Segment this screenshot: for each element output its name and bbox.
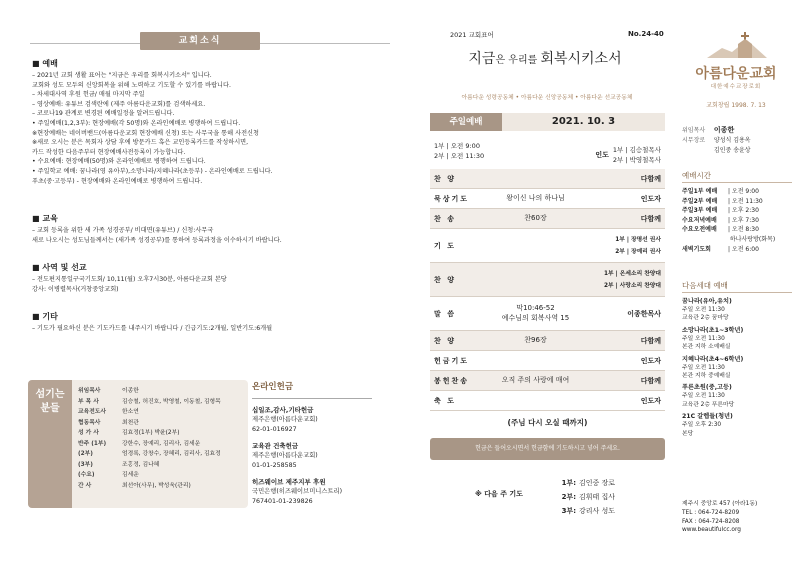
service-person-line: 다함께 bbox=[640, 174, 661, 183]
staff-role: 성 가 사 bbox=[78, 430, 99, 436]
next-gen-line: 주일 오후 2:30 bbox=[682, 422, 722, 429]
service-time: | 오후 2:30 bbox=[728, 207, 759, 215]
service-content bbox=[476, 214, 595, 224]
service-item: 찬 양 bbox=[434, 336, 456, 345]
staff-role: 위임목사 bbox=[78, 388, 101, 394]
next-gen-item bbox=[682, 326, 797, 352]
service-person bbox=[595, 356, 661, 366]
staff-side-label bbox=[28, 380, 72, 508]
section-etc bbox=[32, 311, 402, 334]
service-row bbox=[430, 331, 665, 351]
offering-item-line: 767401-01-239826 bbox=[252, 497, 313, 505]
offering-title: 온라인헌금 bbox=[252, 382, 294, 392]
staff-side-label-2: 분들 bbox=[40, 403, 60, 414]
phone: TEL : 064-724-8209 bbox=[682, 509, 740, 516]
staff-names: 김효정(1부) 박윤(2부) bbox=[122, 430, 180, 436]
service-row bbox=[430, 169, 665, 189]
next-gen-line: 주일 오전 11:30 bbox=[682, 307, 725, 313]
service-time: | 오전 6:00 bbox=[728, 245, 759, 253]
leader-block bbox=[595, 141, 661, 169]
next-gen-list bbox=[682, 297, 797, 441]
offering-item-title: 십일조,감사,기타헌금 bbox=[252, 406, 314, 414]
staff-names: 엄경록, 강창수, 장혜리, 김리사, 김효정 bbox=[122, 451, 221, 457]
offering-item-title: 교육관 건축헌금 bbox=[252, 442, 299, 450]
section-line: • 주일예배(1,2,3부): 현장예배(각 50명)와 온라인예배로 병행하여 드립니다. bbox=[32, 119, 241, 127]
service-row bbox=[430, 391, 665, 411]
online-offering bbox=[252, 380, 372, 540]
offering-notice: 헌금은 들어오시면서 헌금함에 기도하시고 넣어 주세요. bbox=[430, 438, 665, 460]
service-person bbox=[595, 214, 661, 224]
staff-names: 김세운 bbox=[122, 472, 139, 478]
staff-role: (수요) bbox=[78, 472, 95, 478]
year-motto-label: 2021 교회표어 bbox=[450, 31, 494, 39]
service-row bbox=[430, 263, 665, 297]
section-lines bbox=[32, 324, 402, 334]
website-link[interactable]: www.beautifulcc.org bbox=[682, 527, 741, 534]
next-gen-item bbox=[682, 383, 797, 409]
staff-role: 교육전도사 bbox=[78, 409, 106, 415]
fax: FAX : 064-724-8208 bbox=[682, 518, 740, 525]
service-person-line: 인도자 bbox=[640, 356, 661, 365]
service-content bbox=[476, 336, 595, 346]
service-person-line: 1부 | 온세소리 찬양대 bbox=[603, 270, 661, 277]
next-gen-title: 꿈나라(유아,유치) bbox=[682, 298, 732, 305]
offering-item bbox=[252, 441, 372, 470]
next-week-service: 1부: bbox=[561, 479, 576, 487]
next-week-service: 2부: bbox=[561, 493, 576, 501]
service-time-block bbox=[434, 141, 484, 169]
service-content-line: 찬96장 bbox=[524, 335, 547, 344]
service-time-row bbox=[682, 225, 797, 235]
service-times-list bbox=[682, 187, 797, 254]
service-time-row bbox=[682, 216, 797, 226]
service-time: 하나사랑방(화목) bbox=[728, 235, 776, 243]
next-gen-title: 푸른초원(중,고등) bbox=[682, 384, 732, 392]
founded-date: 교회창립 1998. 7. 13 bbox=[706, 102, 766, 109]
service-row bbox=[430, 351, 665, 371]
divider bbox=[682, 292, 792, 293]
offering-item bbox=[252, 405, 372, 434]
staff-row bbox=[78, 407, 221, 418]
next-gen-line: 교육관 2층 꿈마당 bbox=[682, 315, 729, 322]
service-name: 수요저녁예배 bbox=[682, 216, 717, 224]
offering-item-line: 제주은행(아름다운교회) bbox=[252, 416, 318, 423]
offering-item-line: 62-01-016927 bbox=[252, 425, 297, 433]
next-gen-title: 21C 갈렙들(청년) bbox=[682, 413, 733, 421]
service-item: 기 도 bbox=[434, 241, 456, 250]
service-person-line: 다함께 bbox=[640, 336, 661, 345]
elder-row bbox=[682, 146, 797, 156]
pastor-role: 위임목사 bbox=[682, 127, 706, 134]
service-item: 말 씀 bbox=[434, 309, 456, 318]
service-person bbox=[595, 396, 661, 406]
section-worship bbox=[32, 58, 402, 186]
staff-row bbox=[78, 460, 221, 471]
elder-role: 시무장로 bbox=[682, 137, 706, 144]
service-time: 1부 | 오전 9:00 bbox=[434, 142, 480, 150]
section-lines bbox=[32, 71, 402, 186]
staff-names: 김승철, 허진호, 박영철, 이동철, 김형목 bbox=[122, 398, 221, 405]
church-logo-icon bbox=[702, 30, 772, 60]
pastor-row bbox=[682, 125, 797, 136]
next-gen-line: 주일 오전 11:30 bbox=[682, 393, 725, 400]
next-gen-line: 주일 오전 11:30 bbox=[682, 364, 725, 371]
staff-side-label-1: 섬기는 bbox=[35, 389, 65, 400]
service-time-row bbox=[682, 245, 797, 255]
next-week-label: ※ 다음 주 기도 bbox=[475, 490, 523, 498]
offering-divider bbox=[252, 398, 372, 399]
offering-items bbox=[252, 405, 372, 506]
service-item: 축 도 bbox=[434, 396, 456, 405]
staff-row bbox=[78, 428, 221, 439]
next-gen-item bbox=[682, 355, 797, 381]
section-line: – 교회 등록을 위한 새 가족 성경공부/ 비대면(유튜브) / 신청:사무국 bbox=[32, 227, 214, 234]
service-person-line: 인도자 bbox=[640, 194, 661, 203]
section-title: ■ 사역 및 선교 bbox=[32, 262, 402, 273]
offering-item bbox=[252, 477, 372, 506]
service-time: | 오전 11:30 bbox=[728, 197, 763, 205]
next-gen-title: 소망나라(초1~3학년) bbox=[682, 326, 744, 334]
next-gen-item bbox=[682, 297, 797, 323]
section-line: 새로 나오시는 성도님들께서는 (새가족 성경공부)를 통하여 등록과정을 이수하시기 바랍니다. bbox=[32, 236, 282, 244]
issue-number: No.24-40 bbox=[628, 30, 664, 38]
theme-part: 지금 bbox=[468, 51, 496, 67]
service-person bbox=[595, 268, 661, 292]
service-header bbox=[430, 113, 665, 131]
next-week-item bbox=[550, 490, 615, 504]
service-item: 헌금기도 bbox=[434, 356, 470, 365]
service-person-line: 2부 | 장예리 권사 bbox=[615, 248, 661, 255]
service-person-line: 다함께 bbox=[640, 376, 661, 385]
service-content bbox=[476, 376, 595, 386]
staff-row bbox=[78, 418, 221, 429]
elder-names: 김인중 송윤상 bbox=[713, 147, 751, 154]
service-person bbox=[595, 174, 661, 184]
staff-row bbox=[78, 397, 221, 408]
divider bbox=[682, 182, 792, 183]
service-content-line: 왕이신 나의 하나님 bbox=[506, 193, 565, 202]
leader-label: 인도 bbox=[595, 151, 609, 159]
service-time: | 오후 7:30 bbox=[728, 216, 759, 224]
section-education bbox=[32, 213, 402, 245]
service-name: 주일2부 예배 bbox=[682, 197, 718, 205]
theme-part: 은 bbox=[495, 55, 509, 66]
service-time-row bbox=[682, 235, 797, 245]
church-denomination: 대한예수교장로회 bbox=[710, 84, 762, 90]
service-content bbox=[476, 304, 595, 323]
next-gen-line: 본당 bbox=[682, 430, 694, 437]
staff-names: 한소연 bbox=[122, 409, 139, 415]
leader-names bbox=[613, 145, 661, 165]
next-week-person: 김인중 장로 bbox=[579, 479, 616, 487]
staff-row bbox=[78, 470, 221, 481]
service-person-line: 이종한목사 bbox=[627, 309, 661, 318]
offering-item-line: 01-01-258585 bbox=[252, 461, 297, 469]
next-gen-line: 교육관 2층 푸른마당 bbox=[682, 401, 735, 408]
next-week-person: 강리사 성도 bbox=[579, 507, 616, 515]
service-time: 2부 | 오전 11:30 bbox=[434, 152, 485, 160]
service-content-line: 오직 주의 사랑에 매여 bbox=[501, 375, 570, 384]
staff-row bbox=[78, 481, 221, 492]
service-person bbox=[595, 234, 661, 258]
staff-role: 부 목 사 bbox=[78, 398, 99, 405]
service-row bbox=[430, 209, 665, 229]
section-line: – 영상예배: 유튜브 검색란에 (제주 아름다운교회)를 검색하세요. bbox=[32, 100, 206, 108]
section-line: – 코로나19 관계로 변경된 예배일정을 알려드립니다. bbox=[32, 110, 175, 118]
service-time-row bbox=[682, 197, 797, 207]
service-person-line: 1부 | 장명선 권사 bbox=[615, 236, 661, 243]
section-mission bbox=[32, 262, 402, 294]
service-name: 주일3부 예배 bbox=[682, 207, 718, 215]
service-person-line: 다함께 bbox=[640, 214, 661, 223]
middle-page bbox=[410, 0, 665, 565]
service-tag: 주일예배 bbox=[430, 113, 502, 131]
staff-role: 협동목사 bbox=[78, 419, 101, 426]
next-gen-line: 주일 오전 11:30 bbox=[682, 335, 725, 342]
service-item: 찬 양 bbox=[434, 174, 456, 183]
service-name: 수요오전예배 bbox=[682, 226, 717, 234]
staff-row bbox=[78, 439, 221, 450]
service-time-row bbox=[682, 187, 797, 197]
service-person-line: 2부 | 사랑소리 찬양대 bbox=[603, 282, 661, 289]
service-time: | 오전 8:30 bbox=[728, 226, 759, 234]
next-gen-heading: 다음세대 예배 bbox=[682, 281, 728, 290]
service-content bbox=[476, 194, 595, 204]
service-content-line: 예수님의 회복사역 15 bbox=[501, 313, 570, 322]
order-of-service bbox=[430, 113, 665, 428]
leader-name: 1부 | 김승철목사 bbox=[612, 146, 661, 154]
service-person bbox=[595, 376, 661, 386]
section-lines bbox=[32, 226, 402, 245]
staff-names: 최선아(사무), 박성욱(관리) bbox=[122, 482, 191, 489]
service-item: 찬 양 bbox=[434, 275, 456, 284]
staff-row bbox=[78, 449, 221, 460]
staff-role: (2부) bbox=[78, 451, 93, 457]
staff-box bbox=[28, 380, 248, 508]
next-gen-line: 본관 지하 중예배실 bbox=[682, 373, 731, 380]
staff-list bbox=[78, 386, 221, 491]
next-week-item bbox=[550, 504, 615, 518]
staff-names: 강한수, 장예리, 김리사, 김세운 bbox=[122, 440, 201, 447]
section-line: ※새로 오시는 분은 목회자 상담 후에 방문카드 혹은 교인등록카드를 작성하시면, bbox=[32, 139, 249, 147]
theme-part: 우리를 bbox=[508, 55, 541, 66]
service-name: 주일1부 예배 bbox=[682, 188, 718, 195]
section-line: 강사: 이병렬목사(거창중앙교회) bbox=[32, 285, 119, 293]
service-row bbox=[430, 229, 665, 263]
section-line: – 기도가 필요하신 분은 기도카드를 내주시기 바랍니다 / 긴급기도:2개월, 일반기도:6개월 bbox=[32, 325, 273, 332]
pastor-info bbox=[682, 125, 797, 156]
section-line: • 주일학교 예배: 꿈나라(영 유아부),소망나라/지혜나라(초등부) - 온라인예배로 드립니다. bbox=[32, 167, 273, 175]
address: 제주시 중앙로 457 (아라1동) bbox=[682, 501, 758, 507]
section-lines bbox=[32, 275, 402, 294]
next-gen-line: 본관 지하 소예배실 bbox=[682, 344, 731, 351]
staff-role: (3부) bbox=[78, 461, 93, 468]
section-line: ※현장예배는 네이버밴드(아름다운교회 현장예배 신청) 또는 사무국을 통해 사전신청 bbox=[32, 129, 260, 137]
service-item: 찬 송 bbox=[434, 214, 456, 223]
theme-title bbox=[430, 48, 660, 68]
service-person-line: 인도자 bbox=[640, 396, 661, 405]
staff-role: 반주 (1부) bbox=[78, 440, 107, 447]
next-week-item bbox=[550, 476, 615, 490]
next-gen-title: 지혜나라(초4~6학년) bbox=[682, 355, 744, 363]
next-week-prayer bbox=[475, 476, 665, 518]
next-week-person: 김휘태 집사 bbox=[579, 493, 616, 501]
service-date: 2021. 10. 3 bbox=[502, 113, 665, 131]
section-title: ■ 예배 bbox=[32, 58, 402, 69]
service-name: 새벽기도회 bbox=[682, 245, 711, 253]
staff-names: 이종한 bbox=[122, 388, 139, 394]
service-rows bbox=[430, 169, 665, 411]
department-line: 아름다운 성령공동체 • 아름다운 신앙공동체 • 아름다운 선교공동체 bbox=[461, 95, 633, 101]
pastor-name: 이종한 bbox=[713, 126, 735, 134]
church-contact bbox=[682, 500, 800, 535]
leader-name: 2부 | 박영철목사 bbox=[612, 156, 661, 164]
elder-names: 양성식 김용옥 bbox=[713, 137, 751, 144]
service-content-line: 막10:46-52 bbox=[516, 304, 555, 312]
offering-item-title: 히즈웨이브 제주지부 후원 bbox=[252, 478, 326, 486]
service-row bbox=[430, 189, 665, 209]
service-time: | 오전 9:00 bbox=[728, 188, 759, 195]
church-name: 아름다운교회 bbox=[695, 66, 777, 82]
section-line: 교회와 성도 모두의 신앙회복을 위해 노력하고 기도할 수 있기를 바랍니다. bbox=[32, 81, 231, 89]
section-line: – 차세대사역 후원 헌금/ 매월 마지막 주일 bbox=[32, 91, 145, 99]
staff-names: 조홍정, 김나혜 bbox=[122, 461, 160, 468]
service-times bbox=[430, 131, 665, 169]
service-item: 봉헌찬송 bbox=[434, 376, 470, 385]
section-title: ■ 교육 bbox=[32, 213, 402, 224]
service-content-line: 찬60장 bbox=[524, 213, 547, 222]
section-line: • 수요예배: 현장예배(50명)와 온라인예배로 병행하여 드립니다. bbox=[32, 158, 206, 166]
section-title: ■ 기타 bbox=[32, 311, 402, 322]
section-line: 카드 작성한 다음주부터 현장예배사전등록이 가능합니다. bbox=[32, 148, 186, 156]
next-gen-item bbox=[682, 412, 797, 438]
service-item: 묵상기도 bbox=[434, 194, 470, 203]
elder-row bbox=[682, 136, 797, 146]
service-row bbox=[430, 297, 665, 331]
service-times-heading: 예배시간 bbox=[682, 171, 711, 180]
theme-part: 회복시키소서 bbox=[540, 51, 622, 67]
service-time-row bbox=[682, 206, 797, 216]
staff-names: 최천관 bbox=[122, 419, 139, 426]
closing-line: (주님 다시 오실 때까지) bbox=[507, 418, 588, 427]
service-person bbox=[595, 336, 661, 346]
offering-item-line: 제주은행(아름다운교회) bbox=[252, 452, 318, 459]
service-person bbox=[595, 309, 661, 319]
church-news-header: 교회소식 bbox=[140, 32, 260, 50]
staff-row bbox=[78, 386, 221, 397]
section-line: – 2021년 교회 생활 표어는 "지금은 우리를 회복시키소서" 입니다. bbox=[32, 72, 212, 79]
offering-item-line: 국민은행(히즈웨이브미니스트리) bbox=[252, 488, 343, 495]
next-week-list bbox=[550, 476, 615, 518]
section-line: 푸초(중·고등부) - 현장예배와 온라인예배로 병행하여 드립니다. bbox=[32, 177, 203, 185]
service-row bbox=[430, 371, 665, 391]
section-line: – 전도편지통일구국기도회/ 10,11(월) 오후7시30분, 아름다운교회 본당 bbox=[32, 276, 227, 283]
next-week-service: 3부: bbox=[561, 507, 576, 515]
right-page bbox=[672, 0, 800, 565]
service-person bbox=[595, 194, 661, 204]
staff-role: 간 사 bbox=[78, 482, 92, 489]
